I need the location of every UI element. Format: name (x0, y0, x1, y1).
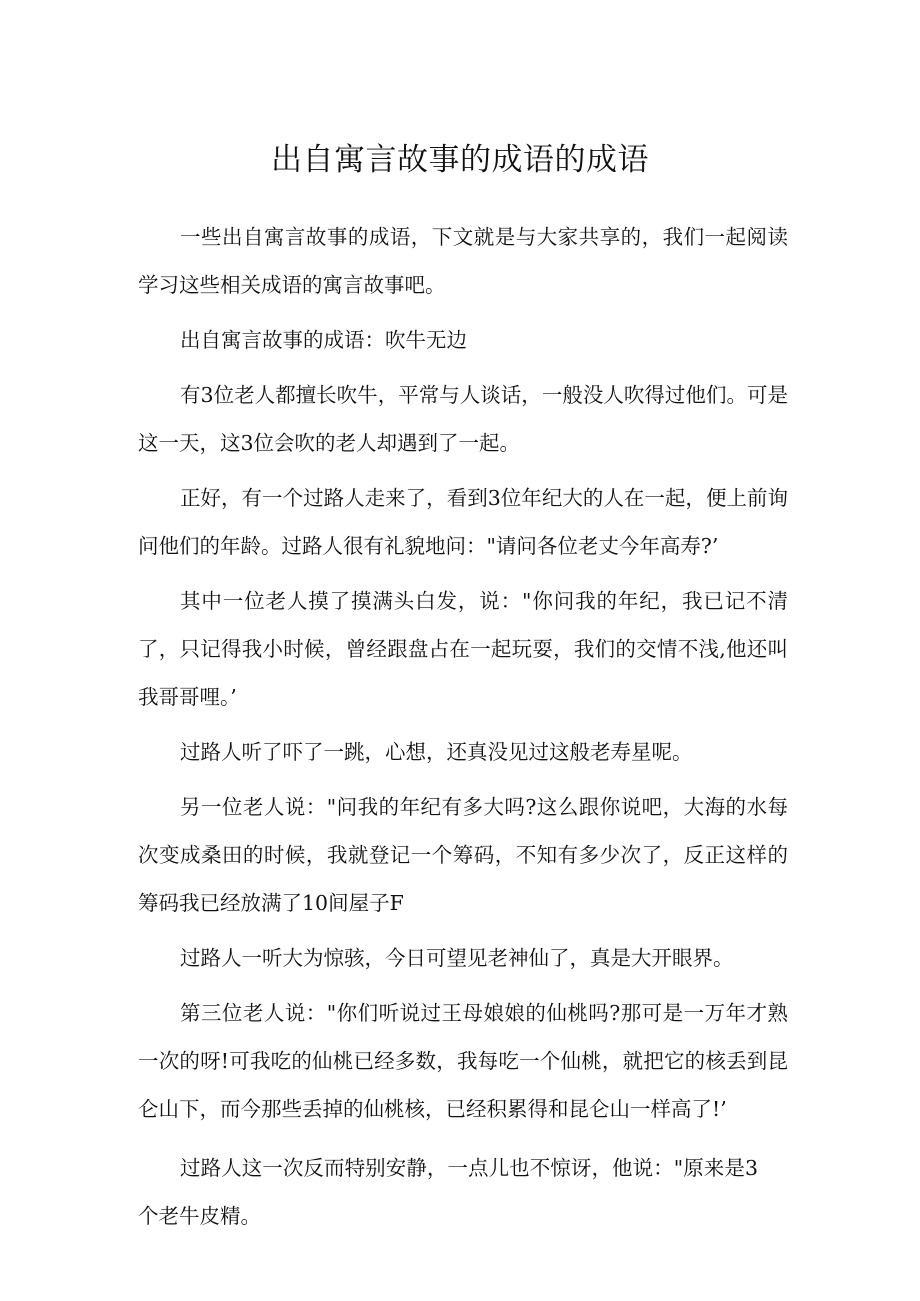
paragraph-first-elder: 其中一位老人摸了摸满头白发，说："你问我的年纪，我已记不清了，只记得我小时候，曾经跟盘占在一起玩耍，我们的交情不浅,他还叫我哥哥哩。’ (138, 589, 788, 709)
paragraph-passerby-amazed: 过路人一听大为惊骇，今日可望见老神仙了，真是大开眼界。 (180, 946, 734, 970)
document-title: 出自寓言故事的成语的成语 (271, 142, 649, 178)
paragraph-third-elder: 第三位老人说："你们听说过王母娘娘的仙桃吗?那可是一万年才熟一次的呀!可我吃的仙桃已经多数，我每吃一个仙桃，就把它的核丢到昆仑山下，而今那些丢掉的仙桃核，已经积累得和昆仑山一样高了!’ (138, 1001, 788, 1121)
document-body (138, 213, 788, 1247)
paragraph-second-elder: 另一位老人说："问我的年纪有多大吗?这么跟你说吧，大海的水每次变成桑田的时候，我就登记一个筹码，不知有多少次了，反正这样的筹码我已经放满了10间屋子F (138, 795, 788, 915)
paragraph-passerby-surprised: 过路人听了吓了一跳，心想，还真没见过这般老寿星呢。 (180, 740, 693, 764)
paragraph-three-elders: 有3位老人都擅长吹牛，平常与人谈话，一般没人吹得过他们。可是这一天，这3位会吹的老人却遇到了一起。 (138, 383, 788, 455)
paragraph-idiom-heading: 出自寓言故事的成语：吹牛无边 (180, 328, 467, 352)
paragraph-conclusion: 过路人这一次反而特别安静，一点儿也不惊讶，他说："原来是3个老牛皮精。 (138, 1156, 758, 1228)
paragraph-passerby-asks: 正好，有一个过路人走来了，看到3位年纪大的人在一起，便上前询问他们的年龄。过路人很有礼貌地问："请问各位老丈今年高寿?’ (138, 486, 788, 558)
paragraph-intro: 一些出自寓言故事的成语，下文就是与大家共享的，我们一起阅读学习这些相关成语的寓言故事吧。 (138, 225, 788, 297)
